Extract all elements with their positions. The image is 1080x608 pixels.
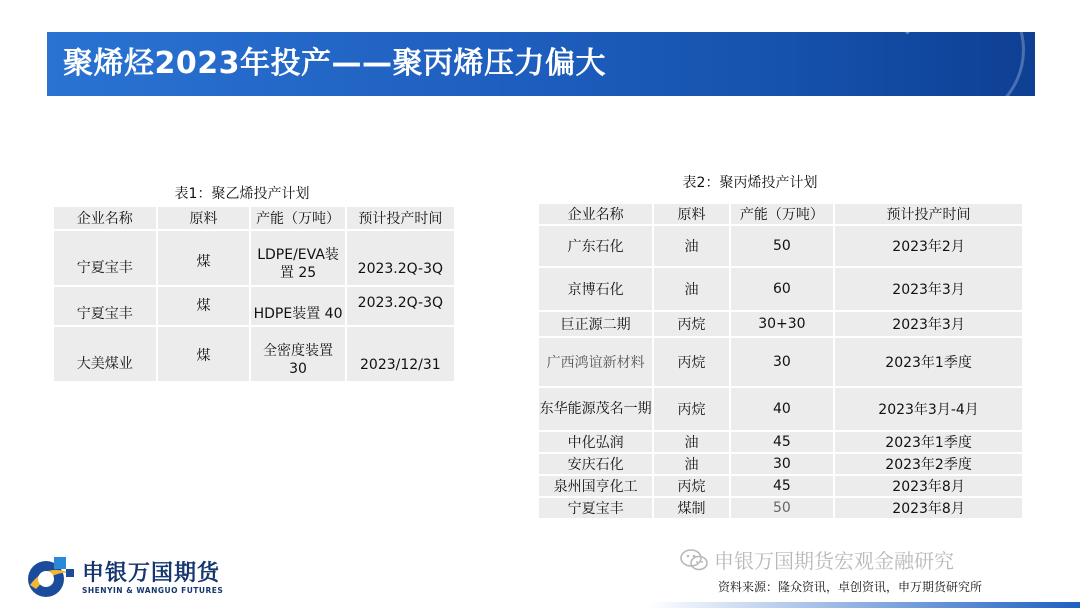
cell-date: 2023年3月: [834, 267, 1023, 311]
cell-capacity: 60: [730, 267, 834, 311]
cell-date: 2023年3月: [834, 311, 1023, 337]
watermark: [680, 545, 954, 574]
cell-capacity: 30+30: [730, 311, 834, 337]
logo-name-cn: 申银万国期货: [82, 561, 221, 586]
cell-capacity: 30: [730, 337, 834, 387]
cell-feedstock: 丙烷: [653, 387, 729, 431]
cell-capacity: 45: [730, 475, 834, 497]
watermark-text: 申银万国期货宏观金融研究: [714, 549, 954, 573]
cell-capacity: 50: [730, 225, 834, 267]
cell-capacity-line2: 30: [289, 361, 307, 377]
cell-company: 中化弘润: [538, 431, 653, 453]
cell-date: 2023年1季度: [834, 431, 1023, 453]
cell-feedstock: 煤: [157, 230, 251, 286]
table-header-row: [53, 206, 455, 230]
slide-title: 聚烯烃2023年投产——聚丙烯压力偏大: [63, 46, 606, 81]
table-row: [538, 267, 1023, 311]
source-note: 资料来源：隆众资讯，卓创资讯，申万期货研究所: [718, 580, 983, 594]
table2-caption: 表2：聚丙烯投产计划: [682, 175, 818, 191]
cell-company: 安庆石化: [538, 453, 653, 475]
header-date: 预计投产时间: [346, 206, 455, 230]
table-row: [538, 337, 1023, 387]
title-banner: [47, 32, 1035, 96]
cell-company: 宁夏宝丰: [538, 497, 653, 519]
logo-name-en: SHENYIN & WANGUO FUTURES: [82, 586, 224, 595]
wechat-icon: [680, 548, 708, 572]
cell-company: 广东石化: [538, 225, 653, 267]
header-feedstock: 原料: [653, 203, 729, 225]
table-row: [538, 497, 1023, 519]
table-header-row: [538, 203, 1023, 225]
cell-feedstock: 丙烷: [653, 311, 729, 337]
table-row: [53, 326, 455, 382]
table-row: [538, 225, 1023, 267]
cell-date: 2023/12/31: [346, 326, 455, 382]
cell-company: 宁夏宝丰: [53, 286, 157, 326]
bottom-accent-bar: [0, 602, 1080, 608]
cell-capacity-line1: 全密度装置: [263, 343, 334, 359]
cell-capacity: [250, 326, 345, 382]
cell-date: 2023年8月: [834, 497, 1023, 519]
header-capacity: 产能（万吨）: [730, 203, 834, 225]
table1-caption: 表1：聚乙烯投产计划: [174, 186, 310, 202]
cell-company: 泉州国亨化工: [538, 475, 653, 497]
table-row: [53, 286, 455, 326]
cell-feedstock: 煤: [157, 326, 251, 382]
cell-capacity: 30: [730, 453, 834, 475]
cell-capacity: [250, 230, 345, 286]
company-logo: [22, 555, 78, 603]
cell-date: 2023年2季度: [834, 453, 1023, 475]
banner-swoosh-decoration-2: [859, 32, 1025, 96]
polypropylene-table: [537, 202, 1024, 520]
cell-date: 2023年1季度: [834, 337, 1023, 387]
cell-date: 2023.2Q-3Q: [346, 230, 455, 286]
cell-date: 2023年8月: [834, 475, 1023, 497]
cell-feedstock: 煤制: [653, 497, 729, 519]
cell-feedstock: 丙烷: [653, 475, 729, 497]
cell-feedstock: 煤: [157, 286, 251, 326]
cell-date: 2023.2Q-3Q: [346, 286, 455, 326]
table-row: [53, 230, 455, 286]
cell-company: 巨正源二期: [538, 311, 653, 337]
table-row: [538, 475, 1023, 497]
cell-feedstock: 丙烷: [653, 337, 729, 387]
table-row: [538, 453, 1023, 475]
cell-date: 2023年2月: [834, 225, 1023, 267]
cell-feedstock: 油: [653, 267, 729, 311]
header-date: 预计投产时间: [834, 203, 1023, 225]
cell-date: 2023年3月-4月: [834, 387, 1023, 431]
logo-mark-icon: [22, 555, 78, 599]
cell-feedstock: 油: [653, 453, 729, 475]
logo-text: [82, 562, 223, 596]
header-feedstock: 原料: [157, 206, 251, 230]
header-capacity: 产能（万吨）: [250, 206, 345, 230]
table-row: [538, 387, 1023, 431]
polyethylene-table: [52, 205, 456, 383]
header-company: 企业名称: [53, 206, 157, 230]
cell-company: 京博石化: [538, 267, 653, 311]
cell-capacity: 50: [730, 497, 834, 519]
cell-capacity: 40: [730, 387, 834, 431]
cell-company: 大美煤业: [53, 326, 157, 382]
cell-company: 宁夏宝丰: [53, 230, 157, 286]
table-row: [538, 311, 1023, 337]
cell-company: 广西鸿谊新材料: [538, 337, 653, 387]
cell-capacity-line2: 置 25: [279, 265, 317, 281]
cell-feedstock: 油: [653, 225, 729, 267]
table-row: [538, 431, 1023, 453]
header-company: 企业名称: [538, 203, 653, 225]
cell-feedstock: 油: [653, 431, 729, 453]
cell-capacity-line1: LDPE/EVA装: [257, 247, 339, 263]
cell-capacity: HDPE装置 40: [250, 286, 345, 326]
cell-company: 东华能源茂名一期: [538, 387, 653, 431]
cell-capacity: 45: [730, 431, 834, 453]
